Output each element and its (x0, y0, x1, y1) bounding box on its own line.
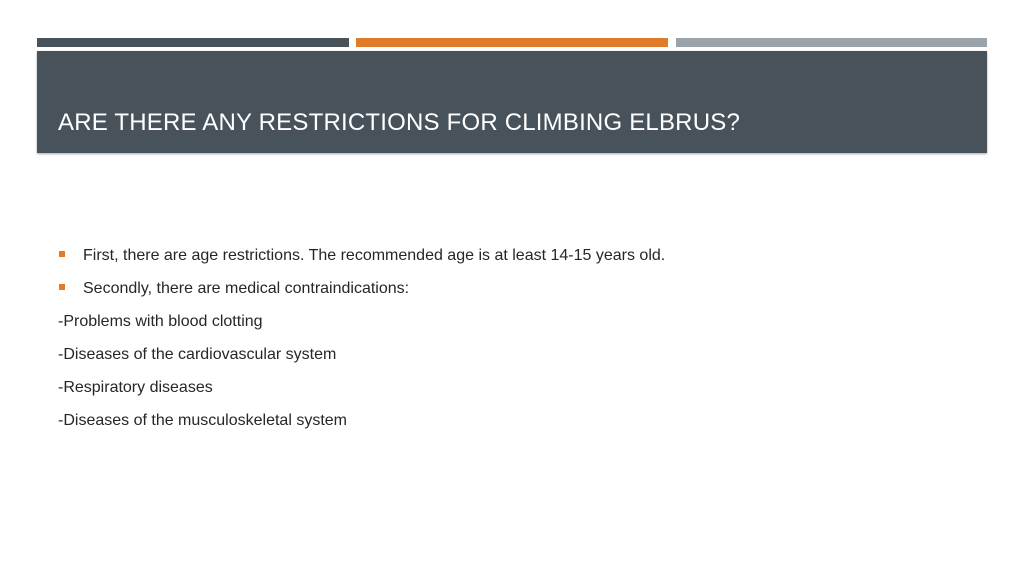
bullet-item (58, 244, 958, 277)
square-bullet-icon (59, 284, 65, 290)
accent-bar-gray (676, 38, 987, 47)
accent-bar-orange (356, 38, 668, 47)
contraindication-line: -Diseases of the musculoskeletal system (58, 412, 347, 429)
accent-bar-dark (37, 38, 349, 47)
slide-title: ARE THERE ANY RESTRICTIONS FOR CLIMBING ELBRUS? (58, 109, 740, 136)
slide-body (58, 244, 958, 442)
contraindication-line: -Diseases of the cardiovascular system (58, 346, 337, 363)
title-band (37, 51, 987, 153)
bullet-item (58, 277, 958, 310)
contraindication-line: -Problems with blood clotting (58, 313, 263, 330)
square-bullet-icon (59, 251, 65, 257)
bullet-text: Secondly, there are medical contraindications: (83, 280, 410, 297)
contraindication-line: -Respiratory diseases (58, 379, 213, 396)
bullet-text: First, there are age restrictions. The recommended age is at least 14-15 years old. (83, 247, 666, 264)
